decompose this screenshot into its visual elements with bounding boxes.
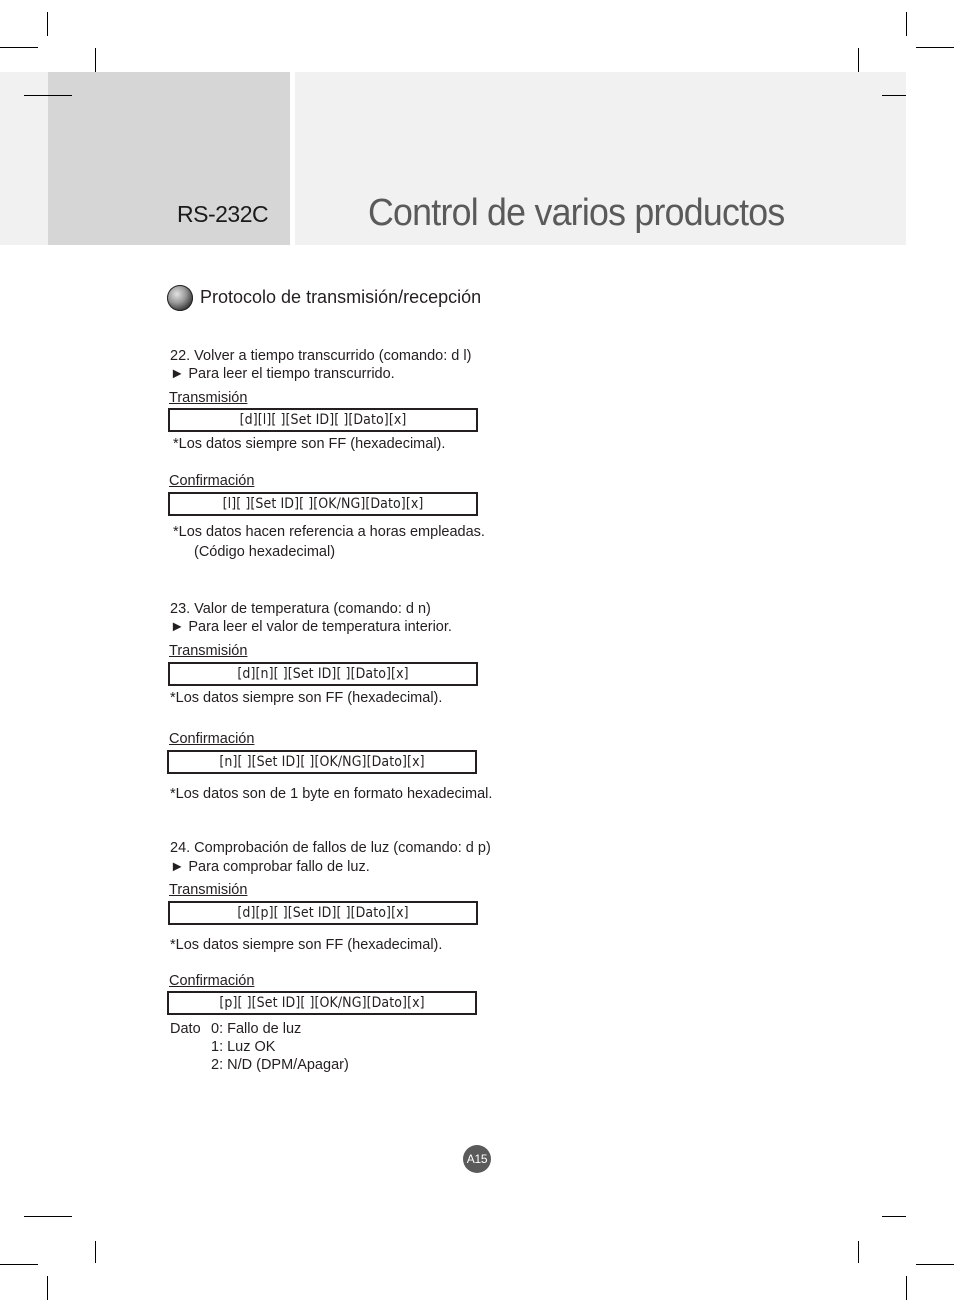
bullet-icon	[167, 285, 193, 311]
transmission-note: *Los datos siempre son FF (hexadecimal).	[170, 690, 443, 706]
transmission-label: Transmisión	[169, 882, 248, 898]
transmission-note: *Los datos siempre son FF (hexadecimal).	[170, 937, 443, 953]
confirmation-note: *Los datos hacen referencia a horas empleadas.	[173, 524, 485, 540]
data-value-1: 1: Luz OK	[211, 1039, 276, 1055]
confirmation-label: Confirmación	[169, 973, 255, 989]
data-label: Dato	[170, 1021, 201, 1037]
command-desc: ► Para leer el tiempo transcurrido.	[170, 366, 395, 382]
confirmation-label: Confirmación	[169, 473, 255, 489]
data-value-2: 2: N/D (DPM/Apagar)	[211, 1057, 349, 1073]
transmission-code-box: [d][l][ ][Set ID][ ][Dato][x]	[168, 408, 478, 432]
confirmation-label: Confirmación	[169, 731, 255, 747]
transmission-code-box: [d][p][ ][Set ID][ ][Dato][x]	[168, 901, 478, 925]
data-value-0: 0: Fallo de luz	[211, 1021, 302, 1037]
confirmation-note: *Los datos son de 1 byte en formato hexadecimal.	[170, 786, 493, 802]
page-number-badge: A15	[463, 1145, 491, 1173]
confirmation-code-box: [l][ ][Set ID][ ][OK/NG][Dato][x]	[168, 492, 478, 516]
command-title: 24. Comprobación de fallos de luz (comando: d p)	[170, 840, 491, 856]
header-band-edge	[0, 72, 48, 245]
transmission-note: *Los datos siempre son FF (hexadecimal).	[173, 436, 446, 452]
command-desc: ► Para comprobar fallo de luz.	[170, 859, 370, 875]
transmission-label: Transmisión	[169, 390, 248, 406]
command-desc: ► Para leer el valor de temperatura interior.	[170, 619, 452, 635]
section-label: RS-232C	[177, 201, 269, 227]
transmission-label: Transmisión	[169, 643, 248, 659]
subheading: Protocolo de transmisión/recepción	[200, 287, 482, 307]
transmission-code-box: [d][n][ ][Set ID][ ][Dato][x]	[168, 662, 478, 686]
command-title: 22. Volver a tiempo transcurrido (comando: d l)	[170, 348, 472, 364]
page-title: Control de varios productos	[368, 192, 785, 234]
command-title: 23. Valor de temperatura (comando: d n)	[170, 601, 431, 617]
confirmation-code-box: [p][ ][Set ID][ ][OK/NG][Dato][x]	[167, 991, 477, 1015]
confirmation-code-box: [n][ ][Set ID][ ][OK/NG][Dato][x]	[167, 750, 477, 774]
confirmation-note-2: (Código hexadecimal)	[194, 544, 336, 560]
